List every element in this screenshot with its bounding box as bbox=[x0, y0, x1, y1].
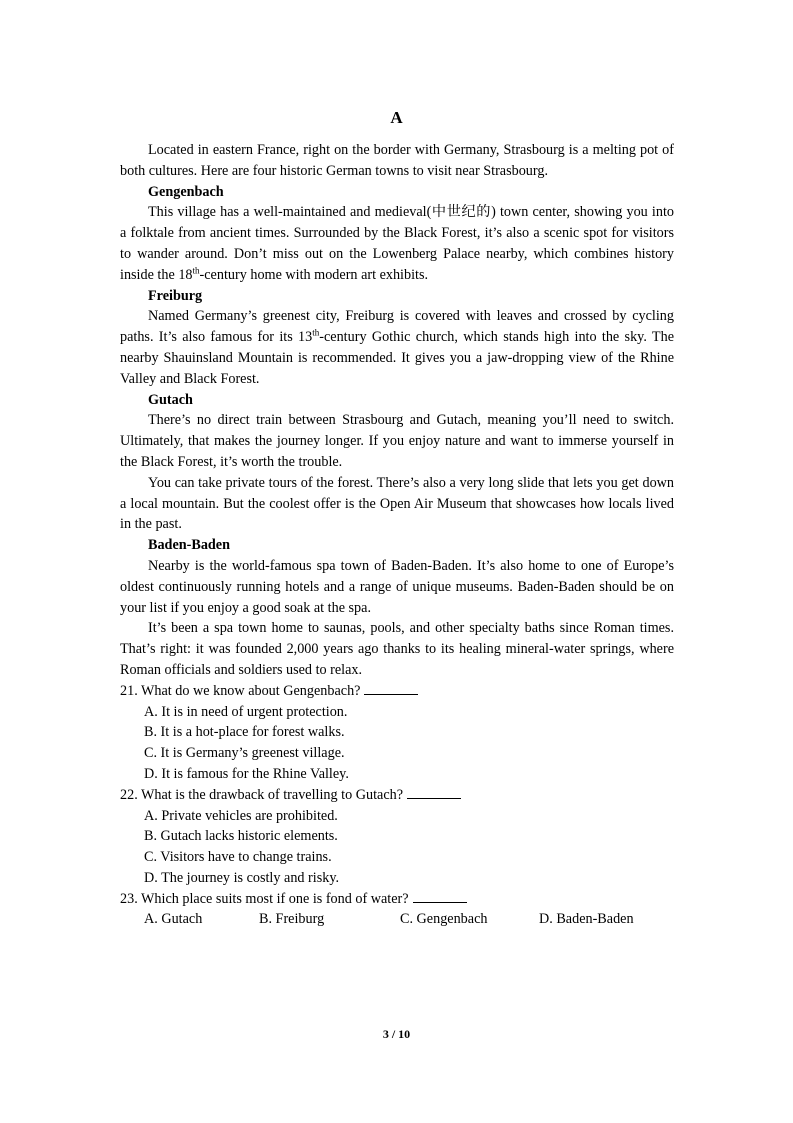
question-21-stem: 21. What do we know about Gengenbach? bbox=[120, 682, 361, 699]
answer-blank-21[interactable] bbox=[364, 682, 418, 695]
gutach-paragraph-2: You can take private tours of the forest. There’s also a very long slide that lets you get down a local mountain. But the coolest offer is the Open Air Museum that showcases how locals lived in the past. bbox=[120, 474, 674, 533]
q21-option-d: D. It is famous for the Rhine Valley. bbox=[144, 765, 349, 782]
q23-option-b: B. Freiburg bbox=[259, 911, 325, 928]
q21-option-b: B. It is a hot-place for forest walks. bbox=[144, 724, 345, 741]
page-number: 3 / 10 bbox=[382, 1027, 411, 1041]
passage bbox=[120, 140, 674, 930]
freiburg-text-b: -century Gothic church, which stands high into the sky. The nearby Shauinsland Mountain is recommended. It gives you a jaw-dropping view of the Rhine Valley and Black Forest. bbox=[120, 329, 674, 387]
baden-paragraph-1: Nearby is the world-famous spa town of Baden-Baden. It’s also home to one of Europe’s oldest continuously running hotels and a range of unique museums. Baden-Baden should be on your list if you enjoy a good soak at the spa. bbox=[120, 557, 674, 616]
question-22-stem: 22. What is the drawback of travelling to Gutach? bbox=[120, 786, 404, 803]
town-heading-gengenbach: Gengenbach bbox=[148, 183, 224, 200]
town-heading-baden: Baden-Baden bbox=[148, 537, 230, 554]
q22-option-c: C. Visitors have to change trains. bbox=[144, 849, 332, 866]
gengenbach-sup: th bbox=[192, 265, 200, 276]
town-heading-freiburg: Freiburg bbox=[148, 287, 203, 304]
q22-option-a: A. Private vehicles are prohibited. bbox=[144, 807, 338, 824]
freiburg-sup: th bbox=[312, 327, 320, 338]
question-23-stem: 23. Which place suits most if one is fond of water? bbox=[120, 890, 409, 907]
gengenbach-paragraph bbox=[120, 202, 674, 285]
q21-option-c: C. It is Germany’s greenest village. bbox=[144, 745, 345, 762]
freiburg-text-a: Named Germany’s greenest city, Freiburg is covered with leaves and crossed by cycling paths. It’s also famous for its 13 bbox=[120, 308, 674, 346]
q23-option-c: C. Gengenbach bbox=[400, 911, 488, 928]
answer-blank-22[interactable] bbox=[407, 786, 461, 799]
question-22 bbox=[120, 785, 674, 806]
answer-blank-23[interactable] bbox=[413, 890, 467, 903]
question-21 bbox=[120, 681, 674, 702]
question-23 bbox=[120, 889, 674, 910]
town-heading-gutach: Gutach bbox=[148, 391, 193, 408]
baden-paragraph-2: It’s been a spa town home to saunas, pools, and other specialty baths since Roman times. That’s right: it was founded 2,000 years ago thanks to its healing mineral-water springs, where Roman officials and soldiers used to relax. bbox=[120, 620, 674, 678]
section-title: A bbox=[390, 108, 403, 127]
q23-option-d: D. Baden-Baden bbox=[539, 911, 634, 928]
q22-option-b: B. Gutach lacks historic elements. bbox=[144, 828, 338, 845]
gengenbach-text-a: This village has a well-maintained and medieval(中世纪的) town center, showing you into a folktale from ancient times. Surrounded by the Black Forest, it’s also a scenic spot for visitors to wander around. Don’t miss out on the Lowenberg Palace nearby, which combines history inside the 18 bbox=[120, 204, 674, 283]
q22-option-d: D. The journey is costly and risky. bbox=[144, 869, 340, 886]
gutach-paragraph-1: There’s no direct train between Strasbourg and Gutach, meaning you’ll need to switch. Ultimately, that makes the journey longer. If you enjoy nature and want to immerse yourself in the Black Forest, it’s worth the trouble. bbox=[120, 412, 674, 470]
gengenbach-text-b: -century home with modern art exhibits. bbox=[199, 266, 429, 283]
q21-option-a: A. It is in need of urgent protection. bbox=[144, 703, 348, 720]
q23-option-a: A. Gutach bbox=[144, 911, 203, 928]
intro-paragraph: Located in eastern France, right on the border with Germany, Strasbourg is a melting pot of both cultures. Here are four historic German towns to visit near Strasbourg. bbox=[120, 142, 674, 179]
q23-options-row bbox=[120, 909, 674, 930]
freiburg-paragraph bbox=[120, 306, 674, 389]
